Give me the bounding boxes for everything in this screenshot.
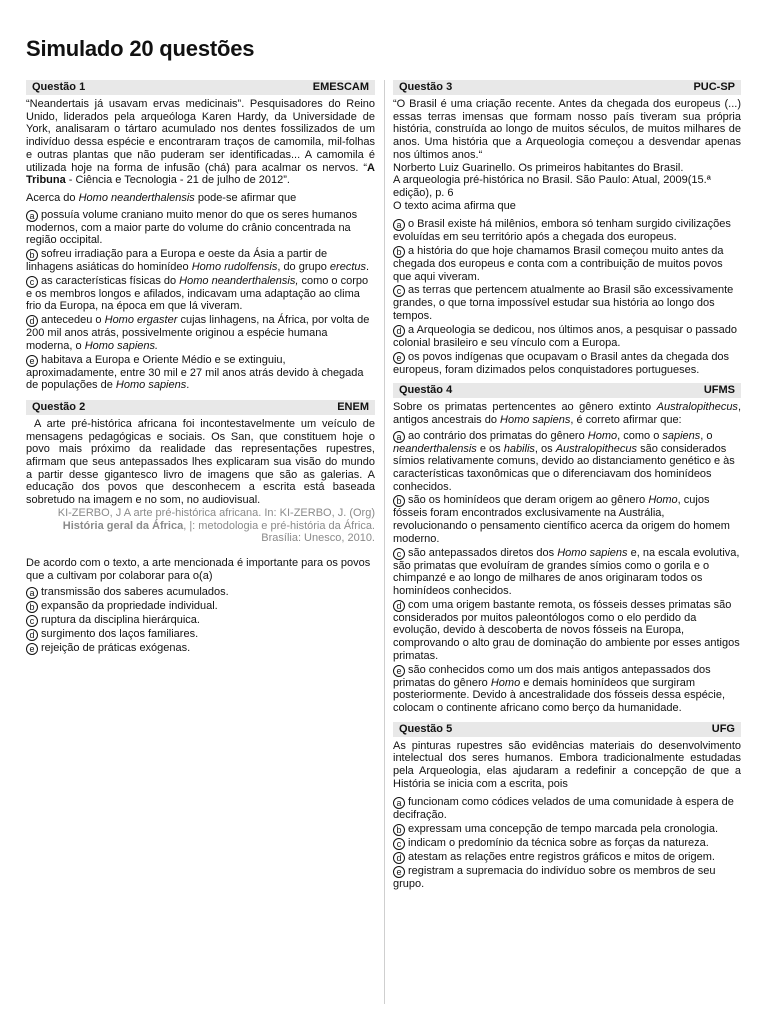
option-letter-e: e [393, 665, 405, 677]
option-a[interactable]: a funcionam como códices velados de uma comunidade à espera de decifração. [393, 796, 734, 822]
option-letter-c: c [26, 276, 38, 288]
right-column [393, 80, 741, 891]
option-letter-a: a [26, 587, 38, 599]
question-3-reference-book: A arqueologia pré-histórica no Brasil. São Paulo: Atual, 2009(15.ª edição), p. 6 [393, 174, 711, 199]
option-b[interactable]: b são os hominídeos que deram origem ao gênero Homo, cujos fósseis foram encontrados exclusivamente na Austrália, revolucionando o pensamento científico acerca da origem do homem moderno. [393, 494, 730, 545]
option-letter-a: a [393, 219, 405, 231]
question-2-stem: De acordo com o texto, a arte mencionada é importante para os povos que a cultivam por colaborar para o(a) [26, 556, 371, 582]
question-1-stem: Acerca do Homo neanderthalensis pode-se afirmar que [26, 191, 297, 204]
option-letter-c: c [393, 285, 405, 297]
question-4-header [393, 383, 741, 398]
option-letter-a: a [26, 210, 38, 222]
question-3-reference-author: Norberto Luiz Guarinello. Os primeiros habitantes do Brasil. [393, 161, 684, 174]
question-label: Questão 3 [399, 81, 453, 93]
option-c[interactable]: c as características físicas do Homo neanderthalensis, como o corpo e os membros longos e afilados, indicavam uma adaptação ao clima frio da Europa, na época em que lá viveram. [26, 274, 369, 313]
option-letter-d: d [393, 600, 405, 612]
question-2-text: A arte pré-histórica africana foi incontestavelmente um veículo de mensagens pedagógicas e sociais. Os San, que constituem hoje o povo mais próximo da realidade das representações rupestres, afirmam que seus antepassados lhes explicaram sua visão do mundo a partir desse gigantesco livro de imagens que são as galerias. A educação dos povos que desconhecem a escrita está baseada sobretudo na imagem e no som, no audiovisual. [26, 417, 375, 507]
option-d[interactable]: d antecedeu o Homo ergaster cujas linhagens, na África, por volta de 200 mil anos atrás, possivelmente originou a espécie humana moderna, o Homo sapiens. [26, 314, 370, 352]
question-3-stem: O texto acima afirma que [393, 199, 516, 212]
question-source: PUC-SP [693, 81, 735, 93]
option-a[interactable]: a transmissão dos saberes acumulados. [26, 586, 375, 599]
option-letter-c: c [393, 838, 405, 850]
option-c[interactable]: c são antepassados diretos dos Homo sapiens e, na escala evolutiva, são primatas que evoluíram de grandes símios como o gorila e o chimpanzé e ao longo de milhares de anos originaram todos os hominídeos conhecidos. [393, 546, 740, 597]
column-divider [384, 80, 385, 1004]
option-d[interactable]: d atestam as relações entre registros gráficos e mitos de origem. [393, 851, 741, 864]
question-1-header [26, 80, 375, 95]
option-c[interactable]: c indicam o predomínio da técnica sobre as forças da natureza. [393, 837, 741, 850]
option-letter-d: d [26, 629, 38, 641]
page-title: Simulado 20 questões [26, 36, 255, 61]
option-b[interactable]: b a história do que hoje chamamos Brasil começou muito antes da chegada dos europeus e conta com a contribuição de muitos povos que aqui viveram. [393, 245, 724, 283]
question-source: UFG [711, 722, 735, 735]
option-letter-e: e [393, 866, 405, 878]
question-1-text: “Neandertais já usavam ervas medicinais”. Pesquisadores do Reino Unido, liderados pela arqueóloga Karen Hardy, da Universidade de York, analisaram o tártaro acumulado nos dentes fossilizados de um indivíduo dessa espécie e encontraram traços de camomila, mil-folhas e outras plantas que não puderam ser identificadas... A camomila é utilizada hoje na forma de infusão (chá) para acalmar os nervos. “A Tribuna - Ciência e Tecnologia - 21 de julho de 2012”. [26, 98, 375, 187]
question-2-header [26, 400, 375, 415]
question-label: Questão 5 [399, 722, 453, 735]
option-a[interactable]: a possuía volume craniano muito menor do que os seres humanos modernos, com a maior parte do volume do crânio concentrada na região occipital. [26, 208, 358, 247]
left-column [26, 80, 375, 655]
question-5-text: As pinturas rupestres são evidências materiais do desenvolvimento intelectual dos seres humanos. Embora tradicionalmente estudadas pela Arqueologia, elas ajudaram a redefinir a concepção de que a História se inicia com a escrita, pois [393, 739, 741, 790]
question-source: UFMS [703, 384, 735, 397]
option-e[interactable]: e rejeição de práticas exógenas. [26, 642, 375, 655]
option-b[interactable]: b expressam uma concepção de tempo marcada pela cronologia. [393, 823, 741, 836]
option-e[interactable]: e são conhecidos como um dos mais antigos antepassados dos primatas do gênero Homo e demais hominídeos que surgiram posteriormente. Devido à ancestralidade dos fósseis dessa espécie, colocam o continente africano como berço da humanidade. [393, 663, 726, 714]
option-letter-e: e [26, 643, 38, 655]
option-a[interactable]: a ao contrário dos primatas do gênero Homo, como o sapiens, o neanderthalensis e os habilis, os Australopithecus são considerados símios relativamente comuns, devido ao distanciamento genético e às características taxonômicas que o diferenciavam dos hominídeos conhecidos. [393, 429, 735, 493]
option-letter-d: d [393, 325, 405, 337]
question-2-citation: KI-ZERBO, J A arte pré-histórica africana. In: KI-ZERBO, J. (Org) História geral da África, |: metodologia e pré-história da África. Brasília: Unesco, 2010. [57, 506, 375, 545]
question-source: ENEM [337, 400, 369, 413]
option-letter-d: d [393, 852, 405, 864]
option-letter-b: b [393, 824, 405, 836]
option-e[interactable]: e registram a supremacia do indivíduo sobre os membros de seu grupo. [393, 865, 716, 891]
option-letter-c: c [26, 615, 38, 627]
option-c[interactable]: c ruptura da disciplina hierárquica. [26, 614, 375, 627]
option-c[interactable]: c as terras que pertencem atualmente ao Brasil são excessivamente grandes, o que torna impossível estudar sua história ao longo dos tempos. [393, 284, 734, 323]
option-letter-e: e [393, 352, 405, 364]
option-letter-e: e [26, 355, 38, 367]
question-label: Questão 4 [399, 384, 453, 397]
option-b[interactable]: b expansão da propriedade individual. [26, 600, 375, 613]
option-d[interactable]: d com uma origem bastante remota, os fósseis desses primatas são considerados por muitos paleontólogos como o elo perdido da evolução, devido à descoberta de novos fósseis na Europa, comprovando o alto grau de dominação do ambiente por esses antigos primatas. [393, 598, 740, 662]
option-a[interactable]: a o Brasil existe há milênios, embora só tenham surgido civilizações evoluídas em seu território após a chegada dos europeus. [393, 218, 731, 244]
question-5-header [393, 722, 741, 737]
question-4-stem: Sobre os primatas pertencentes ao gênero extinto Australopithecus, antigos ancestrais do Homo sapiens, é correto afirmar que: [393, 401, 741, 426]
option-letter-a: a [393, 431, 405, 443]
question-label: Questão 2 [32, 400, 86, 413]
question-3-header [393, 80, 741, 95]
option-letter-b: b [393, 246, 405, 258]
option-letter-b: b [26, 601, 38, 613]
option-d[interactable]: d a Arqueologia se dedicou, nos últimos anos, a pesquisar o passado colonial brasileiro e seu vínculo com a Europa. [393, 323, 737, 349]
option-letter-a: a [393, 797, 405, 809]
option-letter-b: b [26, 249, 38, 261]
question-3-text: “O Brasil é uma criação recente. Antes da chegada dos europeus (...) essas terras imensas que formam nosso país tiveram sua própria história, construída ao longo de muitos séculos, de muitos milhares de anos. Uma história que a Arqueologia começou a desvendar apenas nos últimos anos.“ [393, 98, 741, 161]
option-letter-b: b [393, 495, 405, 507]
option-letter-c: c [393, 548, 405, 560]
option-b[interactable]: b sofreu irradiação para a Europa e oeste da Ásia a partir de linhagens asiáticas do hominídeo Homo rudolfensis, do grupo erectus. [26, 248, 370, 274]
option-d[interactable]: d surgimento dos laços familiares. [26, 628, 375, 641]
option-e[interactable]: e habitava a Europa e Oriente Médio e se extinguiu, aproximadamente, entre 30 mil e 27 mil anos atrás devido à chegada de populações de Homo sapiens. [26, 353, 364, 392]
question-label: Questão 1 [32, 81, 86, 93]
option-letter-d: d [26, 315, 38, 327]
option-e[interactable]: e os povos indígenas que ocupavam o Brasil antes da chegada dos europeus, foram dizimados pelos conquistadores portugueses. [393, 350, 730, 376]
question-source: EMESCAM [312, 81, 369, 93]
